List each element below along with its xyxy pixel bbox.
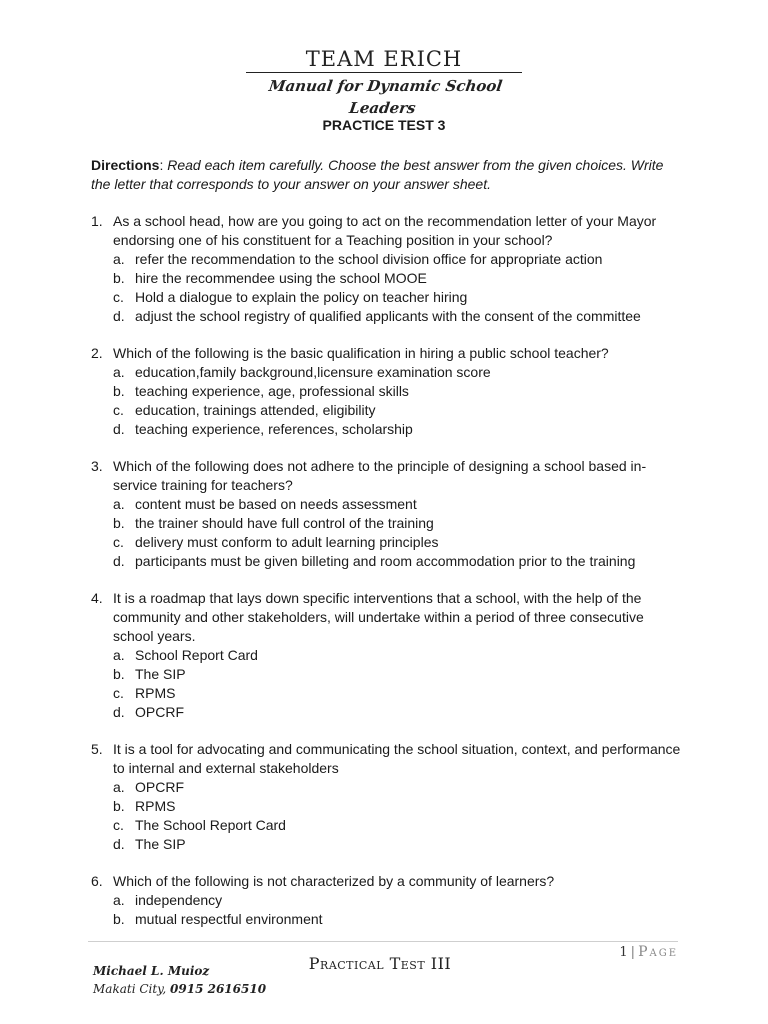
- option-text: teaching experience, age, professional skills: [135, 383, 409, 399]
- option-letter: a.: [113, 647, 125, 663]
- option-letter: a.: [113, 251, 125, 267]
- question-text: Which of the following is not characterized by a community of learners?: [113, 873, 555, 889]
- question-text: Which of the following does not adhere to the principle of designing a school based in-service training for teachers?: [113, 458, 647, 493]
- question-item: [91, 344, 681, 439]
- question-item: [91, 872, 681, 929]
- option-text: content must be based on needs assessment: [135, 496, 417, 512]
- question-item: [91, 212, 681, 326]
- question-text: Which of the following is the basic qualification in hiring a public school teacher?: [113, 345, 609, 361]
- option-text: RPMS: [135, 685, 176, 701]
- author-phone: 0915 2616510: [170, 982, 267, 996]
- answer-option: [113, 910, 681, 929]
- question-text: As a school head, how are you going to act on the recommendation letter of your Mayor endorsing one of his constituent for a Teaching position in your school?: [113, 213, 657, 248]
- option-letter: b.: [113, 383, 125, 399]
- option-text: School Report Card: [135, 647, 258, 663]
- option-letter: b.: [113, 515, 125, 531]
- option-letter: c.: [113, 289, 124, 305]
- brand-title: TEAM ERICH: [305, 47, 463, 71]
- answer-option: [113, 703, 681, 722]
- option-text: OPCRF: [135, 704, 184, 720]
- answer-option: [113, 269, 681, 288]
- answer-option: [113, 797, 681, 816]
- footer-title: Practical Test III: [308, 954, 452, 973]
- question-item: [91, 457, 681, 571]
- answer-option: [113, 816, 681, 835]
- answer-option: [113, 250, 681, 269]
- option-letter: c.: [113, 685, 124, 701]
- test-heading: PRACTICE TEST 3: [322, 117, 446, 133]
- option-letter: a.: [113, 496, 125, 512]
- option-letter: c.: [113, 817, 124, 833]
- option-letter: d.: [113, 704, 125, 720]
- question-item: [91, 589, 681, 722]
- answer-option: [113, 514, 681, 533]
- option-letter: b.: [113, 911, 125, 927]
- answer-option: [113, 533, 681, 552]
- option-text: adjust the school registry of qualified applicants with the consent of the committee: [135, 308, 641, 324]
- answer-option: [113, 891, 681, 910]
- answer-option: [113, 665, 681, 684]
- option-text: mutual respectful environment: [135, 911, 323, 927]
- question-item: [91, 740, 681, 854]
- answer-option: [113, 684, 681, 703]
- directions-text: Read each item carefully. Choose the best answer from the given choices. Write the letter that corresponds to your answer on your answer sheet.: [91, 157, 664, 192]
- answer-option: [113, 288, 681, 307]
- footer-divider: [88, 941, 678, 942]
- option-text: education,family background,licensure examination score: [135, 364, 491, 380]
- option-letter: d.: [113, 553, 125, 569]
- answer-option: [113, 401, 681, 420]
- option-letter: b.: [113, 666, 125, 682]
- page-number-value: 1: [619, 945, 628, 960]
- option-letter: c.: [113, 402, 124, 418]
- directions-separator: :: [159, 157, 164, 173]
- page-number-separator: |: [630, 945, 636, 960]
- directions: [91, 156, 681, 194]
- option-text: delivery must conform to adult learning principles: [135, 534, 439, 550]
- option-text: The SIP: [135, 836, 186, 852]
- answer-option: [113, 382, 681, 401]
- option-text: Hold a dialogue to explain the policy on teacher hiring: [135, 289, 468, 305]
- answer-option: [113, 307, 681, 326]
- brand-header: [246, 46, 522, 119]
- option-letter: b.: [113, 270, 125, 286]
- answer-option: [113, 778, 681, 797]
- option-letter: a.: [113, 364, 125, 380]
- author-contact: [93, 982, 266, 996]
- option-letter: d.: [113, 308, 125, 324]
- question-number: 4.: [91, 590, 103, 606]
- question-list: [91, 212, 681, 947]
- author-city: Makati City,: [93, 982, 167, 996]
- option-text: refer the recommendation to the school division office for appropriate action: [135, 251, 603, 267]
- option-text: RPMS: [135, 798, 176, 814]
- option-text: The SIP: [135, 666, 186, 682]
- answer-option: [113, 552, 681, 571]
- option-text: education, trainings attended, eligibility: [135, 402, 376, 418]
- option-text: the trainer should have full control of the training: [135, 515, 434, 531]
- option-text: independency: [135, 892, 223, 908]
- option-letter: d.: [113, 836, 125, 852]
- brand-subtitle: Manual for Dynamic School Leaders: [267, 77, 504, 117]
- option-letter: a.: [113, 779, 125, 795]
- directions-label: Directions: [91, 157, 160, 173]
- page-word: Page: [638, 944, 678, 960]
- author-name: Michael L. Muioz: [93, 964, 210, 978]
- option-text: hire the recommendee using the school MOOE: [135, 270, 427, 286]
- option-letter: a.: [113, 892, 125, 908]
- answer-option: [113, 363, 681, 382]
- question-text: It is a tool for advocating and communicating the school situation, context, and performance to internal and external stakeholders: [113, 741, 681, 776]
- question-number: 6.: [91, 873, 103, 889]
- option-text: participants must be given billeting and room accommodation prior to the training: [135, 553, 636, 569]
- option-letter: b.: [113, 798, 125, 814]
- question-number: 3.: [91, 458, 103, 474]
- question-number: 1.: [91, 213, 103, 229]
- question-number: 2.: [91, 345, 103, 361]
- question-text: It is a roadmap that lays down specific interventions that a school, with the help of the community and other stakeholders, will undertake within a period of three consecutive school years.: [113, 590, 644, 644]
- answer-option: [113, 646, 681, 665]
- answer-option: [113, 835, 681, 854]
- answer-option: [113, 495, 681, 514]
- option-text: teaching experience, references, scholarship: [135, 421, 413, 437]
- option-text: OPCRF: [135, 779, 184, 795]
- page-number: [604, 944, 678, 960]
- question-number: 5.: [91, 741, 103, 757]
- option-letter: c.: [113, 534, 124, 550]
- option-letter: d.: [113, 421, 125, 437]
- brand-divider: [246, 72, 522, 73]
- option-text: The School Report Card: [135, 817, 286, 833]
- answer-option: [113, 420, 681, 439]
